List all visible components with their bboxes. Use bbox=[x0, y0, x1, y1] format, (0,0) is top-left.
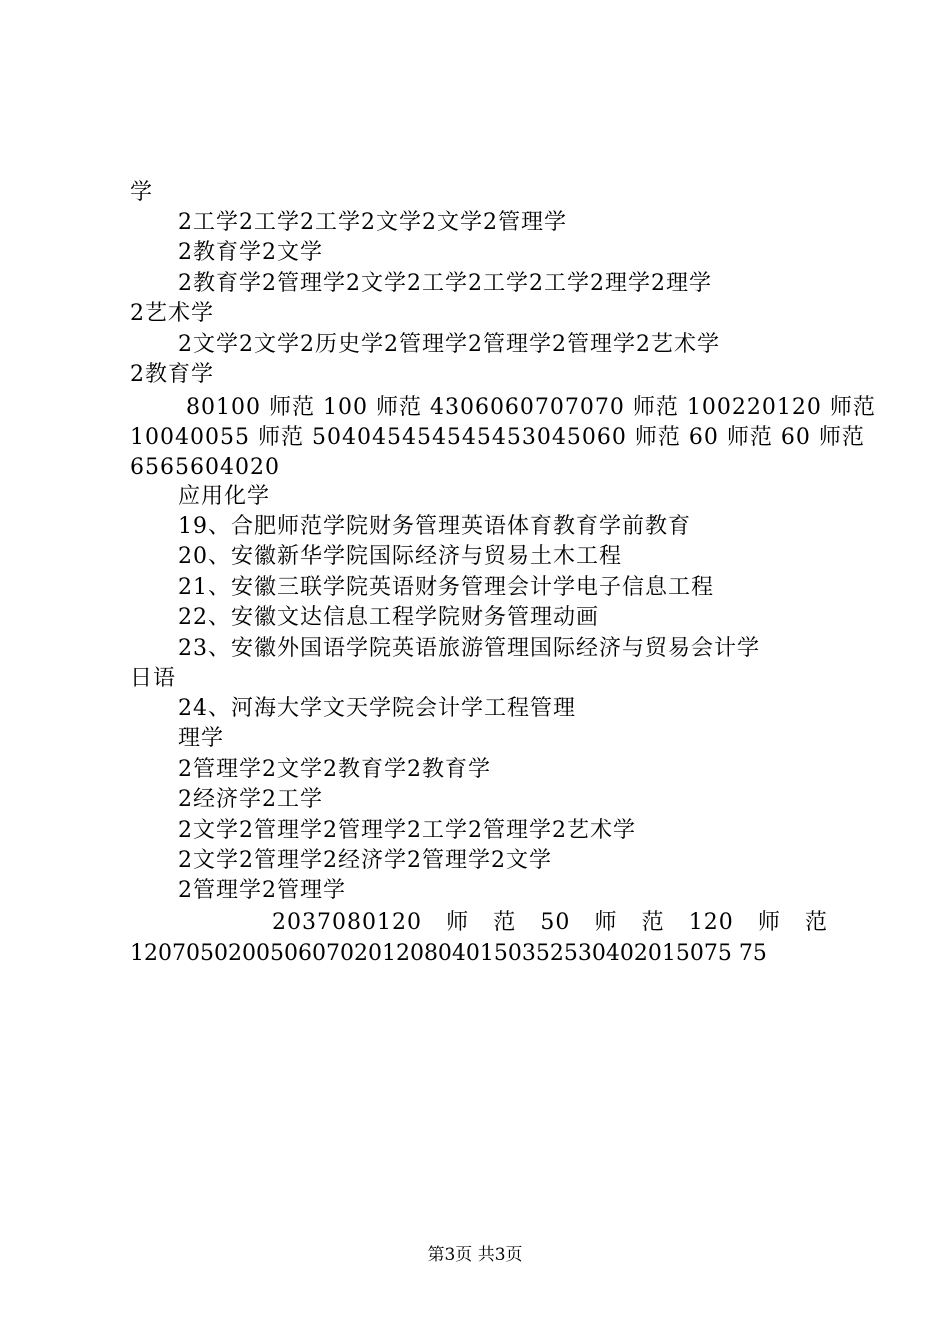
text-line: 23、安徽外国语学院英语旅游管理国际经济与贸易会计学 bbox=[178, 636, 760, 661]
text-line: 22、安徽文达信息工程学院财务管理动画 bbox=[178, 605, 599, 630]
text-line: 学 bbox=[130, 180, 154, 205]
line-token: 120 bbox=[688, 910, 734, 935]
text-line: 应用化学 bbox=[178, 484, 271, 509]
text-line: 2管理学2管理学 bbox=[178, 878, 346, 903]
text-line: 2文学2管理学2经济学2管理学2文学 bbox=[178, 848, 552, 873]
text-line: 2文学2管理学2管理学2工学2管理学2艺术学 bbox=[178, 818, 636, 843]
text-line: 理学 bbox=[178, 726, 225, 751]
text-line: 2教育学2管理学2文学2工学2工学2工学2理学2理学 bbox=[178, 271, 712, 296]
text-line: 24、河海大学文天学院会计学工程管理 bbox=[178, 696, 576, 721]
line-token: 师 bbox=[757, 910, 781, 935]
text-line: 21、安徽三联学院英语财务管理会计学电子信息工程 bbox=[178, 575, 714, 600]
text-line: 2工学2工学2工学2文学2文学2管理学 bbox=[178, 210, 567, 235]
line-token: 师 bbox=[594, 910, 618, 935]
line-token: 师 bbox=[446, 910, 470, 935]
text-line: 10040055 师范 504045454545453045060 师范 60 师范 60 师范 bbox=[130, 425, 865, 450]
line-token: 范 bbox=[804, 910, 828, 935]
text-line: 2文学2文学2历史学2管理学2管理学2管理学2艺术学 bbox=[178, 332, 720, 357]
text-line: 19、合肥师范学院财务管理英语体育教育学前教育 bbox=[178, 514, 691, 539]
justified-number-line bbox=[272, 908, 828, 938]
text-line: 80100 师范 100 师范 4306060707070 师范 100220120 师范 bbox=[186, 395, 876, 420]
page-number-footer: 第3页 共3页 bbox=[427, 1245, 523, 1265]
text-line: 2管理学2文学2教育学2教育学 bbox=[178, 757, 491, 782]
text-line: 1207050200506070201208040150352530402015075 75 bbox=[130, 941, 767, 966]
line-token: 2037080120 bbox=[272, 910, 422, 935]
text-line: 2教育学2文学 bbox=[178, 240, 323, 265]
text-line: 2教育学 bbox=[130, 362, 214, 387]
line-token: 范 bbox=[641, 910, 665, 935]
text-line: 20、安徽新华学院国际经济与贸易土木工程 bbox=[178, 544, 622, 569]
text-line: 2艺术学 bbox=[130, 301, 214, 326]
text-line: 2经济学2工学 bbox=[178, 787, 323, 812]
text-line: 6565604020 bbox=[130, 455, 280, 480]
line-token: 50 bbox=[540, 910, 571, 935]
line-token: 范 bbox=[493, 910, 517, 935]
text-line: 日语 bbox=[130, 666, 177, 691]
